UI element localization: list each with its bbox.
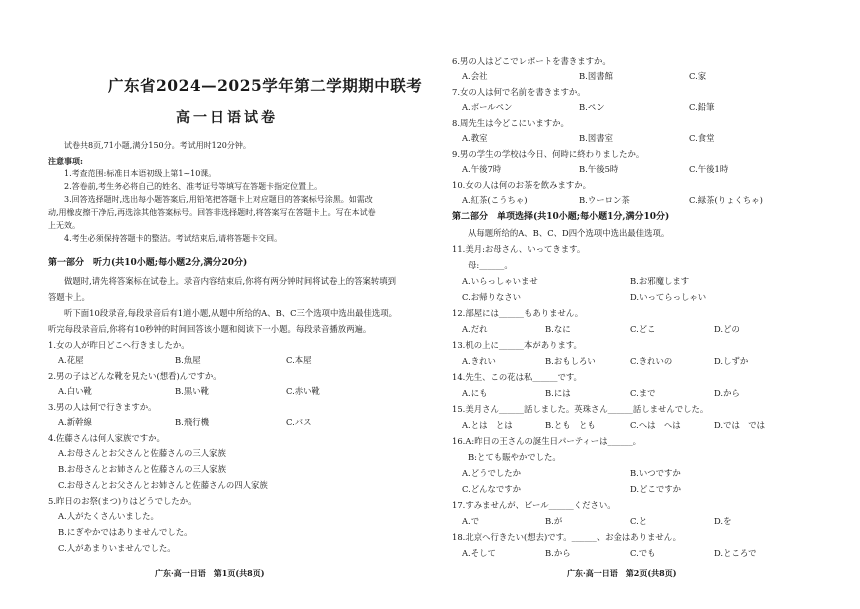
page-2 — [430, 0, 860, 609]
option-c[interactable]: C.家 — [689, 71, 707, 81]
option-b[interactable]: B.飛行機 — [175, 417, 209, 427]
question-5: 5.昨日のお祭(まつ)りはどうでしたか。 — [48, 496, 197, 506]
page-footer: 广东·高一日语 第1页(共8页) — [155, 568, 265, 578]
question-11: 11.美月:お母さん、いってきます。 — [452, 244, 586, 254]
option-c[interactable]: C.本屋 — [286, 355, 312, 365]
question-16: 16.A:昨日の王さんの誕生日パーティーは______。 — [452, 436, 642, 446]
option-b[interactable]: B.図書室 — [579, 133, 613, 143]
part1-intro: 做题时,请先将答案标在试卷上。录音内容结束后,你将有两分钟时间将试卷上的答案转填到 — [64, 276, 396, 286]
option-d[interactable]: D.どの — [714, 324, 740, 334]
option-a[interactable]: A.午後7時 — [462, 164, 502, 174]
option-c[interactable]: C.お母さんとお父さんとお姉さんと佐藤さんの四人家族 — [58, 480, 268, 490]
question-16-line: B:とても賑やかでした。 — [468, 452, 561, 462]
option-c[interactable]: C.でも — [630, 548, 656, 558]
question-9: 9.男の学生の学校は今日、何時に終わりましたか。 — [452, 149, 645, 159]
option-c[interactable]: C.きれいの — [630, 356, 673, 366]
note-line: 4.考生必须保持答题卡的整洁。考试结束后,请将答题卡交回。 — [64, 234, 283, 243]
option-a[interactable]: A.どうでしたか — [462, 468, 521, 478]
page-footer: 广东·高一日语 第2页(共8页) — [567, 568, 677, 578]
part2-intro: 从每题所给的A、B、C、D四个选项中选出最佳选项。 — [468, 228, 670, 238]
question-2: 2.男の子はどんな靴を見たい(想看)んですか。 — [48, 371, 222, 381]
option-b[interactable]: B.とも とも — [545, 420, 596, 430]
part2-heading: 第二部分 单项选择(共10小题;每小题1分,满分10分) — [452, 212, 670, 222]
option-b[interactable]: B.図書館 — [579, 71, 613, 81]
option-b[interactable]: B.ペン — [579, 102, 605, 112]
part1-intro: 答题卡上。 — [48, 292, 90, 302]
option-b[interactable]: B.にぎやかではありませんでした。 — [58, 527, 193, 537]
part1-heading: 第一部分 听力(共10小题;每小题2分,满分20分) — [48, 258, 248, 268]
question-3: 3.男の人は何で行きますか。 — [48, 402, 157, 412]
option-a[interactable]: A.教室 — [462, 133, 488, 143]
option-b[interactable]: B.が — [545, 516, 563, 526]
option-a[interactable]: A.だれ — [462, 324, 488, 334]
option-a[interactable]: A.ボールペン — [462, 102, 513, 112]
note-line: 动,用橡皮擦干净后,再选涂其他答案标号。回答非选择题时,将答案写在答题卡上。写在本试卷 — [48, 208, 376, 217]
exam-info: 试卷共8页,71小题,满分150分。考试用时120分钟。 — [64, 141, 251, 150]
option-b[interactable]: B.おもしろい — [545, 356, 596, 366]
option-a[interactable]: A.いらっしゃいませ — [462, 276, 538, 286]
note-line: 上无效。 — [48, 221, 80, 230]
exam-title: 广东省2024—2025学年第二学期期中联考 — [108, 76, 423, 95]
question-1: 1.女の人が昨日どこへ行きましたか。 — [48, 340, 190, 350]
option-a[interactable]: A.きれい — [462, 356, 496, 366]
option-a[interactable]: A.白い靴 — [58, 386, 92, 396]
option-a[interactable]: A.新幹線 — [58, 417, 92, 427]
option-a[interactable]: A.花屋 — [58, 355, 84, 365]
option-a[interactable]: A.そして — [462, 548, 496, 558]
option-d[interactable]: D.しずか — [714, 356, 749, 366]
option-b[interactable]: B.お母さんとお姉さんと佐藤さんの三人家族 — [58, 464, 226, 474]
option-d[interactable]: D.では では — [714, 420, 765, 430]
option-c[interactable]: C.と — [630, 516, 648, 526]
question-15: 15.美月さん______話しました。英珠さん______話しませんでした。 — [452, 404, 709, 414]
option-b[interactable]: B.黒い靴 — [175, 386, 209, 396]
option-d[interactable]: D.どこですか — [630, 484, 681, 494]
option-c[interactable]: C.まで — [630, 388, 656, 398]
question-13: 13.机の上に______本があります。 — [452, 340, 582, 350]
option-a[interactable]: A.とは とは — [462, 420, 513, 430]
question-18: 18.北京へ行きたい(想去)です。______、お金はありません。 — [452, 532, 682, 542]
part1-intro: 听完每段录音后,你将有10秒钟的时间回答该小题和阅读下一小题。每段录音播放两遍。 — [48, 324, 372, 334]
question-11-line: 母:______。 — [468, 260, 513, 270]
option-d[interactable]: D.から — [714, 388, 740, 398]
note-line: 1.考查范围:标准日本语初级上第1~10课。 — [64, 169, 217, 178]
option-d[interactable]: D.を — [714, 516, 732, 526]
question-14: 14.先生、この花は私______です。 — [452, 372, 582, 382]
part1-intro: 听下面10段录音,每段录音后有1道小题,从题中所给的A、B、C三个选项中选出最佳选项。 — [64, 308, 398, 318]
option-a[interactable]: A.会社 — [462, 71, 488, 81]
option-a[interactable]: A.紅茶(こうちゃ) — [462, 195, 528, 205]
exam-subtitle: 高一日语试卷 — [176, 110, 278, 126]
option-c[interactable]: C.お帰りなさい — [462, 292, 522, 302]
question-12: 12.部屋には______もありません。 — [452, 308, 584, 318]
question-6: 6.男の人はどこでレポートを書きますか。 — [452, 56, 611, 66]
option-b[interactable]: B.魚屋 — [175, 355, 201, 365]
question-7: 7.女の人は何で名前を書きますか。 — [452, 87, 586, 97]
question-8: 8.周先生は今どこにいますか。 — [452, 118, 569, 128]
option-b[interactable]: B.いつですか — [630, 468, 681, 478]
option-c[interactable]: C.どこ — [630, 324, 656, 334]
option-a[interactable]: A.人がたくさんいました。 — [58, 511, 159, 521]
option-b[interactable]: B.には — [545, 388, 571, 398]
option-c[interactable]: C.どんなですか — [462, 484, 522, 494]
option-b[interactable]: B.ウーロン茶 — [579, 195, 630, 205]
note-line: 3.回答选择题时,选出每小题答案后,用铅笔把答题卡上对应题目的答案标号涂黑。如需改 — [64, 195, 373, 204]
option-d[interactable]: D.ところで — [714, 548, 757, 558]
option-c[interactable]: C.人があまりいませんでした。 — [58, 543, 176, 553]
question-4: 4.佐藤さんは何人家族ですか。 — [48, 433, 165, 443]
question-17: 17.すみませんが、ビール______ください。 — [452, 500, 616, 510]
note-line: 2.答卷前,考生务必将自己的姓名、准考证号等填写在答题卡指定位置上。 — [64, 182, 323, 191]
option-b[interactable]: B.から — [545, 548, 571, 558]
option-c[interactable]: C.食堂 — [689, 133, 715, 143]
option-d[interactable]: D.いってらっしゃい — [630, 292, 707, 302]
notes-heading: 注意事项: — [48, 156, 83, 166]
option-c[interactable]: C.バス — [286, 417, 312, 427]
option-a[interactable]: A.で — [462, 516, 480, 526]
question-10: 10.女の人は何のお茶を飲みますか。 — [452, 180, 591, 190]
option-a[interactable]: A.にも — [462, 388, 488, 398]
option-b[interactable]: B.午後5時 — [579, 164, 619, 174]
option-c[interactable]: C.鉛筆 — [689, 102, 715, 112]
option-c[interactable]: C.緑茶(りょくちゃ) — [689, 195, 763, 205]
option-c[interactable]: C.午後1時 — [689, 164, 729, 174]
option-b[interactable]: B.なに — [545, 324, 571, 334]
option-c[interactable]: C.赤い靴 — [286, 386, 320, 396]
option-b[interactable]: B.お邪魔します — [630, 276, 690, 286]
option-c[interactable]: C.へは へは — [630, 420, 681, 430]
option-a[interactable]: A.お母さんとお父さんと佐藤さんの三人家族 — [58, 448, 226, 458]
